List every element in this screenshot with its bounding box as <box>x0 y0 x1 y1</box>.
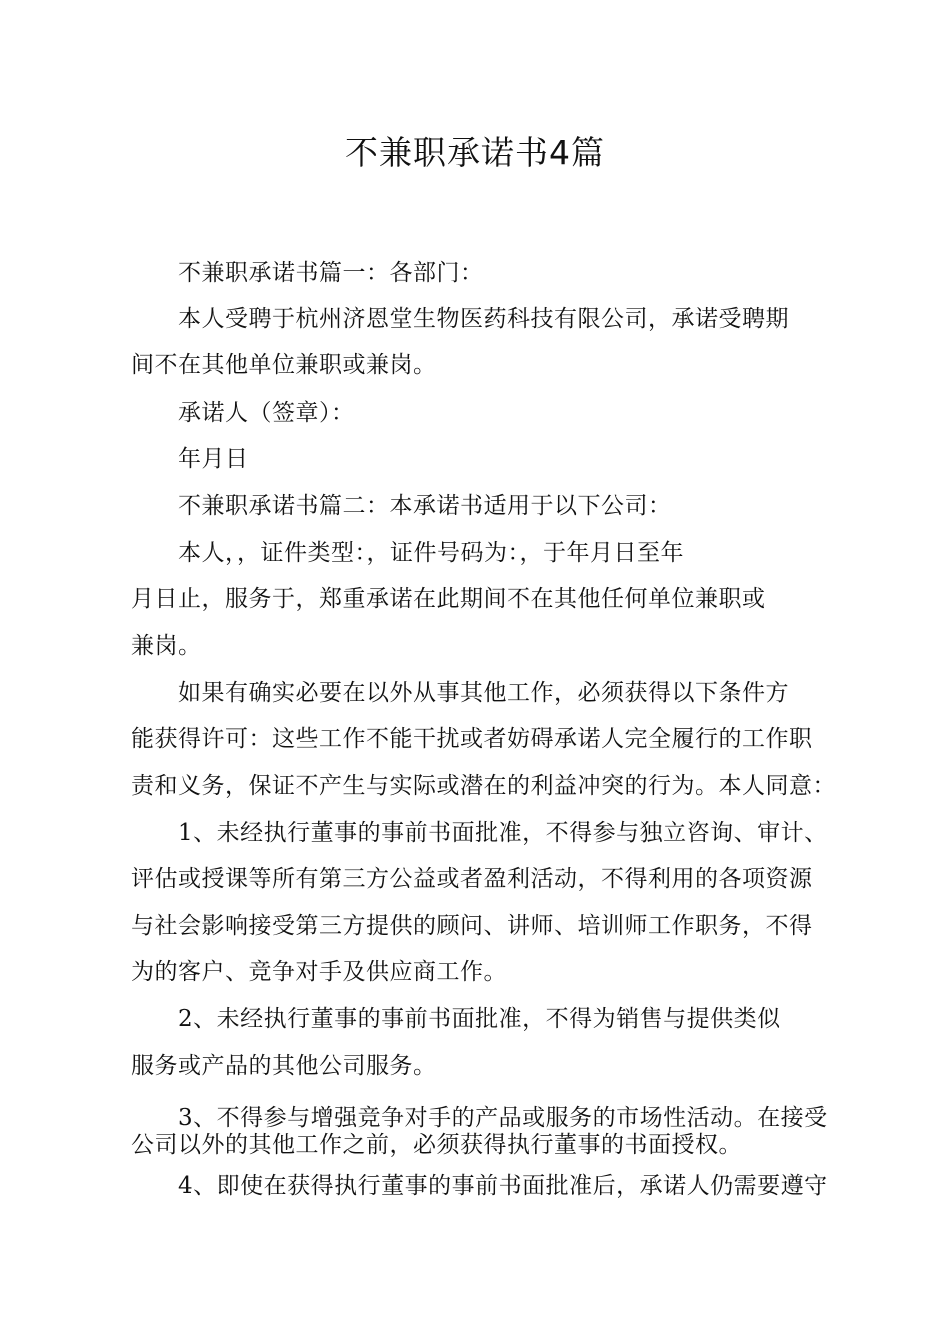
clause-two-line: 2、未经执行董事的事前书面批准，不得为销售与提供类似 <box>178 1006 781 1032</box>
clause-four-line: 4、即使在获得执行董事的事前书面批准后，承诺人仍需要遵守 <box>178 1173 828 1199</box>
document-title: 不兼职承诺书4篇 <box>345 133 605 172</box>
clause-one-line: 为的客户、竞争对手及供应商工作。 <box>131 959 507 985</box>
paragraph-line: 间不在其他单位兼职或兼岗。 <box>131 352 437 378</box>
paragraph-line: 责和义务，保证不产生与实际或潜在的利益冲突的行为。本人同意： <box>131 773 836 799</box>
clause-three-line: 公司以外的其他工作之前，必须获得执行董事的书面授权。 <box>131 1132 742 1158</box>
date-label: 年月日 <box>178 446 249 472</box>
clause-one-line: 与社会影响接受第三方提供的顾问、讲师、培训师工作职务，不得 <box>131 913 813 939</box>
clause-three-line: 3、不得参与增强竞争对手的产品或服务的市场性活动。在接受 <box>178 1105 828 1131</box>
section-one-heading: 不兼职承诺书篇一：各部门： <box>178 260 484 286</box>
section-two-heading: 不兼职承诺书篇二：本承诺书适用于以下公司： <box>178 493 672 519</box>
signature-label: 承诺人（签章）： <box>178 400 355 426</box>
paragraph-line: 兼岗。 <box>131 633 202 659</box>
clause-one-line: 1、未经执行董事的事前书面批准，不得参与独立咨询、审计、 <box>178 820 828 846</box>
paragraph-line: 本人，，证件类型：，证件号码为：，于年月日至年 <box>178 540 684 566</box>
clause-one-line: 评估或授课等所有第三方公益或者盈利活动，不得利用的各项资源 <box>131 866 813 892</box>
paragraph-line: 本人受聘于杭州济恩堂生物医药科技有限公司，承诺受聘期 <box>178 306 789 332</box>
clause-two-line: 服务或产品的其他公司服务。 <box>131 1053 437 1079</box>
paragraph-line: 如果有确实必要在以外从事其他工作，必须获得以下条件方 <box>178 680 789 706</box>
paragraph-line: 月日止，服务于，郑重承诺在此期间不在其他任何单位兼职或 <box>131 586 766 612</box>
paragraph-line: 能获得许可：这些工作不能干扰或者妨碍承诺人完全履行的工作职 <box>131 726 813 752</box>
